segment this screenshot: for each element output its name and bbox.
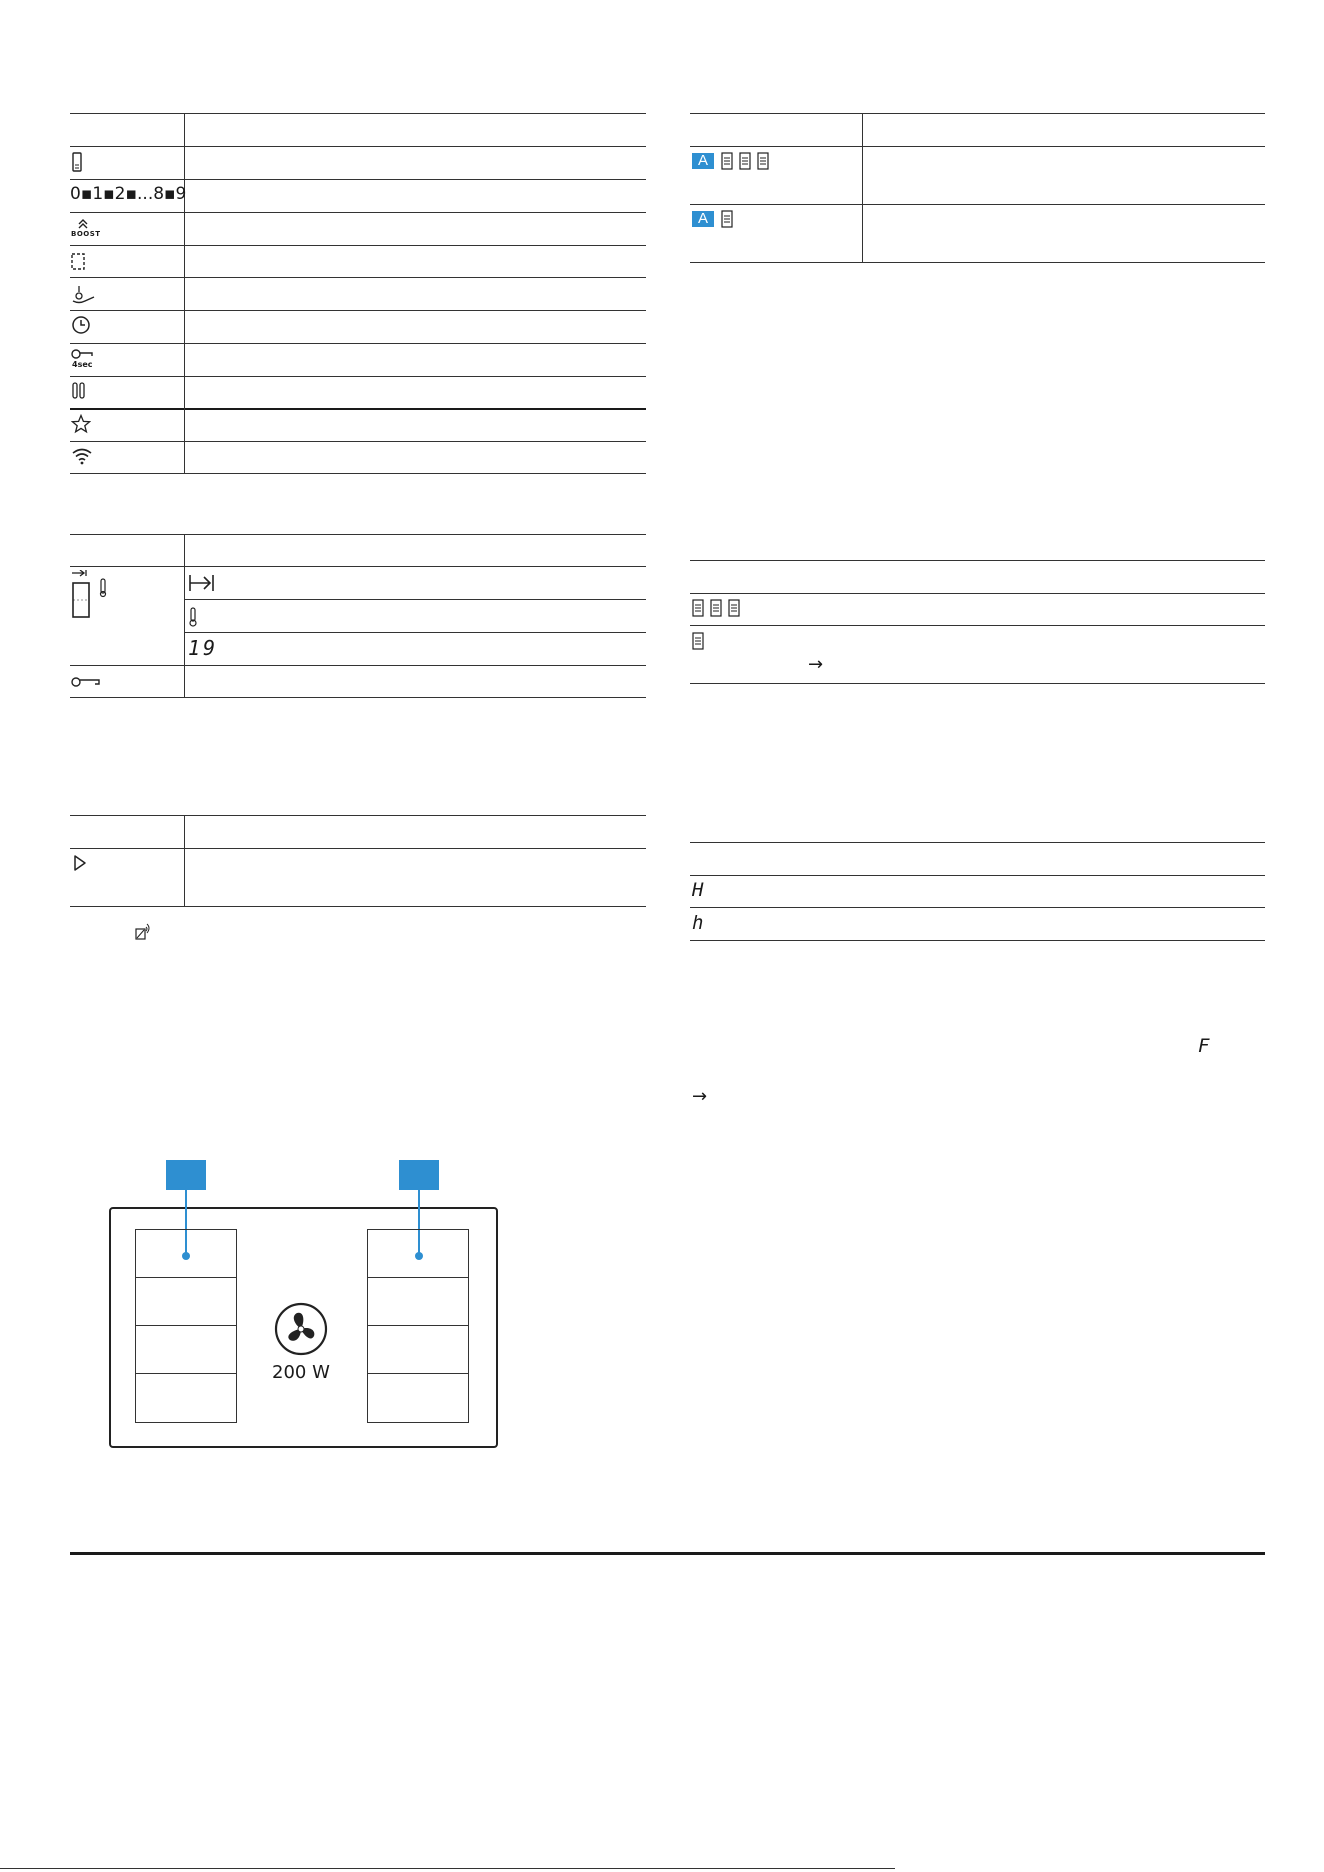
zone-cell — [368, 1374, 468, 1422]
play-start-icon — [73, 854, 87, 872]
four-sec-label: 4sec — [72, 360, 93, 369]
fan-icon — [274, 1302, 328, 1356]
zone-cell — [136, 1326, 236, 1374]
table2-top-rule — [70, 534, 646, 535]
rtable1-row-rule — [690, 204, 1265, 205]
table3-row-rule — [70, 848, 646, 849]
table2-row-rule — [185, 599, 646, 600]
boost-label: BOOST — [71, 230, 101, 238]
level-bar-single-icon — [721, 209, 735, 229]
residual-heat-high: H — [692, 879, 704, 901]
error-code-symbol: F — [1198, 1035, 1210, 1057]
pause-icon — [72, 381, 86, 401]
page-footer-rule — [70, 1552, 1265, 1555]
table1-row-rule — [70, 310, 646, 311]
zone-cell — [368, 1326, 468, 1374]
table1-row-rule — [70, 441, 646, 442]
home-connect-icon — [134, 922, 152, 942]
favourite-star-icon — [71, 414, 91, 434]
rtable3-top-rule — [690, 842, 1265, 843]
callout-marker-right — [399, 1160, 439, 1190]
fan-power-label: 200 W — [272, 1362, 330, 1383]
level-bars-three-icon — [721, 151, 773, 171]
callout-dot-right — [415, 1252, 423, 1260]
rtable1-bottom-rule — [690, 262, 1265, 263]
segment-display-icon — [70, 570, 110, 622]
timer-clock-icon — [71, 315, 91, 335]
table2-bottom-rule — [70, 697, 646, 698]
table3-column-separator — [184, 815, 185, 906]
auto-badge-a: A — [692, 153, 714, 169]
table1-top-rule — [70, 113, 646, 114]
thermometer-icon — [189, 607, 197, 627]
bar-level-icon — [72, 152, 82, 172]
rtable1-top-rule — [690, 113, 1265, 114]
table2-column-separator — [184, 534, 185, 697]
table1-row-rule — [70, 179, 646, 180]
rtable1-row-rule — [690, 146, 1265, 147]
table1-row-rule — [70, 146, 646, 147]
table1-bottom-rule — [70, 473, 646, 474]
table2-row-rule — [70, 566, 646, 567]
rtable3-bottom-rule — [690, 940, 1265, 941]
rtable3-row-rule — [690, 907, 1265, 908]
timer-digits: 19 — [188, 636, 219, 660]
zone-cell — [368, 1278, 468, 1326]
wifi-icon — [71, 447, 93, 465]
pan-frame-icon — [71, 252, 85, 272]
rtable2-bottom-rule — [690, 683, 1265, 684]
rtable3-row-rule — [690, 875, 1265, 876]
tab-arrow-icon — [188, 573, 216, 593]
zone-cell — [136, 1278, 236, 1326]
zone-cell — [136, 1374, 236, 1422]
residual-heat-low: h — [692, 912, 704, 934]
frying-sensor-icon — [70, 283, 96, 305]
callout-marker-left — [166, 1160, 206, 1190]
table2-row-rule — [185, 632, 646, 633]
power-level-sequence: 0▪1▪2▪...8▪9 — [70, 184, 187, 204]
table1-row-rule — [70, 245, 646, 246]
table1-row-rule — [70, 343, 646, 344]
level-bars-three-icon-2 — [692, 598, 744, 618]
rtable2-row-rule — [690, 625, 1265, 626]
auto-badge-a-2: A — [692, 211, 714, 227]
table2-row-rule — [70, 665, 646, 666]
table1-row-rule — [70, 408, 646, 410]
callout-dot-left — [182, 1252, 190, 1260]
table1-row-rule — [70, 277, 646, 278]
rtable2-top-rule — [690, 560, 1265, 561]
page-bottom-rule — [0, 1868, 895, 1869]
reference-arrow-2: → — [692, 1086, 708, 1107]
childlock-key-icon — [71, 676, 103, 688]
rtable2-row-rule — [690, 593, 1265, 594]
table1-column-separator — [184, 113, 185, 473]
table1-row-rule — [70, 376, 646, 377]
table3-bottom-rule — [70, 906, 646, 907]
table1-row-rule — [70, 212, 646, 213]
level-bar-single-icon-2 — [692, 631, 706, 651]
key-lock-icon — [71, 348, 95, 360]
reference-arrow: → — [808, 654, 824, 675]
rtable1-column-separator — [862, 113, 863, 262]
table3-top-rule — [70, 815, 646, 816]
